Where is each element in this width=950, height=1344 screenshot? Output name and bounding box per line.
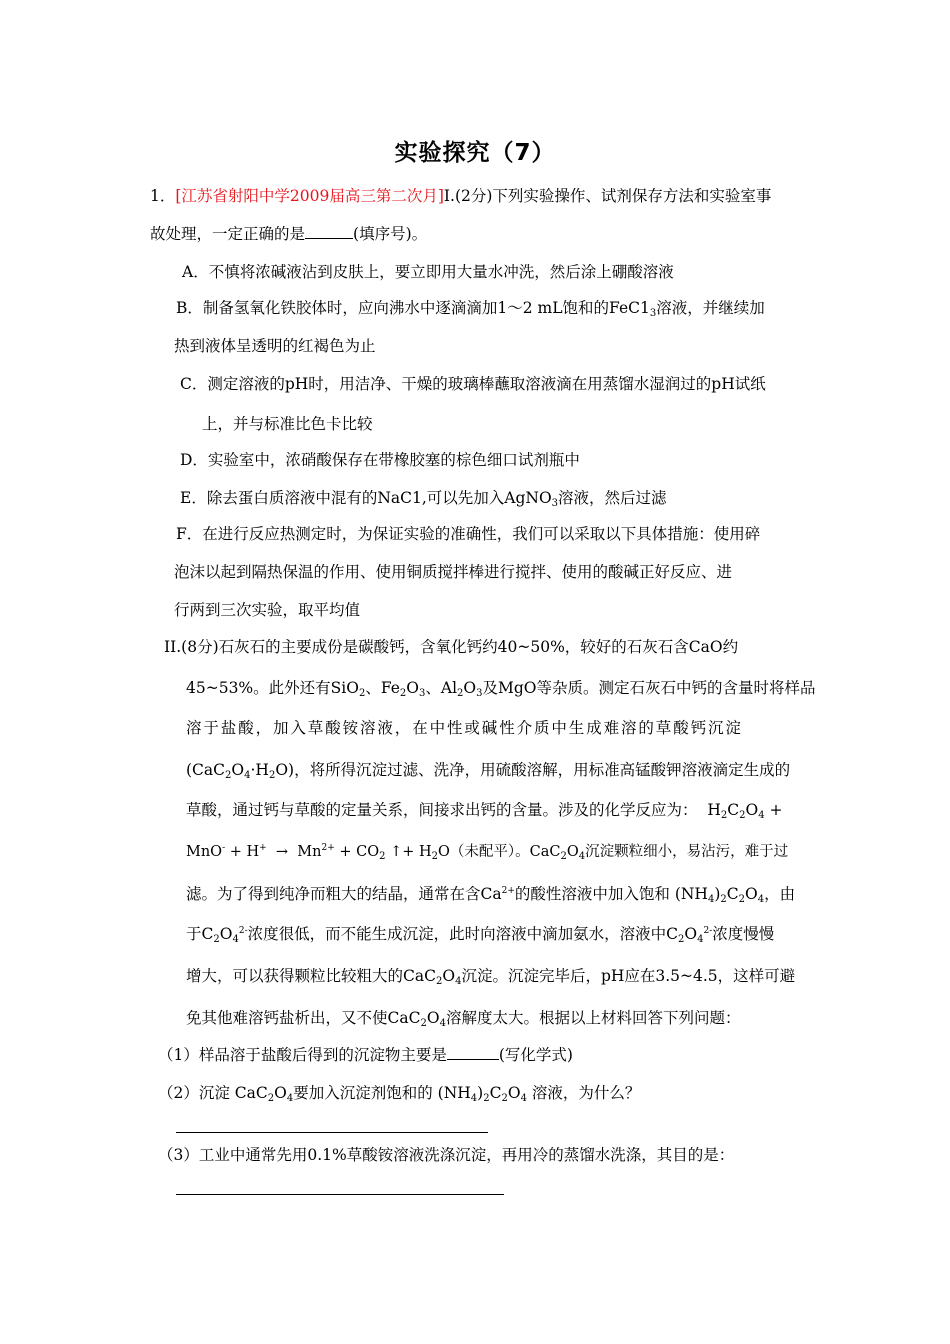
option-b: B．制备氢氧化铁胶体时，应向沸水中逐滴滴加1～2 mL饱和的$FeC1_3$溶液，并继续加 [176,299,765,319]
question-1-line [150,186,771,206]
part2-line: 增大，可以获得颗粒比较粗大的$CaC_2O_4$沉淀。沉淀完毕后，pH应在3.5~4.5，这样可避 [186,967,796,987]
page-title: 实验探究（7） [394,140,556,166]
question-number: 1． [150,187,176,205]
option-b-cont: 热到液体呈透明的红褐色为止 [174,337,376,355]
answer-blank[interactable] [305,224,353,239]
part2-line: 于$C_2O_4^{2-}$浓度很低，而不能生成沉淀，此时向溶液中滴加氨水，溶液中$C_2O_4^{2-}$浓度慢慢 [186,925,775,945]
part2-line: 草酸，通过钙与草酸的定量关系，间接求出钙的含量。涉及的化学反应为： $H_2C_2O_4$ + [186,801,783,821]
part2-line: $(CaC_2O_4\cdot H_2O)$，将所得沉淀过滤、洗净，用硫酸溶解，用标准高锰酸钾溶液滴定生成的 [186,761,791,781]
option-f-cont: 行两到三次实验，取平均值 [174,601,361,619]
option-a: A．不慎将浓碱液沾到皮肤上，要立即用大量水冲洗，然后涂上硼酸溶液 [182,263,674,281]
answer-line-2[interactable] [176,1132,488,1133]
part2-line: $MnO^- + H^+ \to Mn^{2+} + CO_2$ ↑+ $H_2O$（未配平）。$CaC_2O_4$沉淀颗粒细小，易沾污，难于过 [186,843,789,862]
option-c-cont: 上，并与标准比色卡比较 [202,415,373,433]
part2-line: II.(8分)石灰石的主要成份是碳酸钙，含氧化钙约40~50%，较好的石灰石含CaO约 [164,638,739,656]
sub-question-2: （2）沉淀 $CaC_2O_4$要加入沉淀剂饱和的 $(NH_4)_2C_2O_4$ 溶液，为什么？ [158,1084,641,1104]
part2-line: 滤。为了得到纯净而粗大的结晶，通常在含$Ca^{2+}$的酸性溶液中加入饱和 $(NH_4)_2C_2O_4$，由 [186,885,796,905]
option-e: E．除去蛋白质溶液中混有的NaC1,可以先加入AgNO$_3$溶液，然后过滤 [180,489,667,509]
question-1-line: 故处理，一定正确的是 (填序号)。 [150,225,428,243]
answer-line-3[interactable] [176,1194,504,1195]
answer-blank[interactable] [447,1045,499,1060]
part2-line: 45~53%。此外还有SiO$_2$、$Fe_2O_3$、$Al_2O_3$及MgO等杂质。测定石灰石中钙的含量时将样品 [186,679,816,699]
source-label: [江苏省射阳中学2009届高三第二次月] [175,187,444,205]
option-d: D．实验室中，浓硝酸保存在带橡胶塞的棕色细口试剂瓶中 [180,451,580,469]
option-c: C．测定溶液的pH时，用洁净、干燥的玻璃棒蘸取溶液滴在用蒸馏水湿润过的pH试纸 [180,375,766,393]
sub-question-1: （1）样品溶于盐酸后得到的沉淀物主要是 (写化学式) [158,1046,573,1064]
part2-line: 免其他难溶钙盐析出，又不使$CaC_2O_4$溶解度太大。根据以上材料回答下列问题： [186,1009,741,1029]
part2-line: 溶于盐酸，加入草酸铵溶液，在中性或碱性介质中生成难溶的草酸钙沉淀 [186,719,743,737]
option-f-cont: 泡沫以起到隔热保温的作用、使用铜质搅拌棒进行搅拌、使用的酸碱正好反应、进 [174,563,733,581]
sub-question-3: （3）工业中通常先用0.1%草酸铵溶液洗涤沉淀，再用冷的蒸馏水洗涤，其目的是： [158,1146,735,1164]
option-f: F．在进行反应热测定时，为保证实验的准确性，我们可以采取以下具体措施：使用碎 [176,525,761,543]
part1-intro: I.(2分)下列实验操作、试剂保存方法和实验室事 [443,187,772,205]
